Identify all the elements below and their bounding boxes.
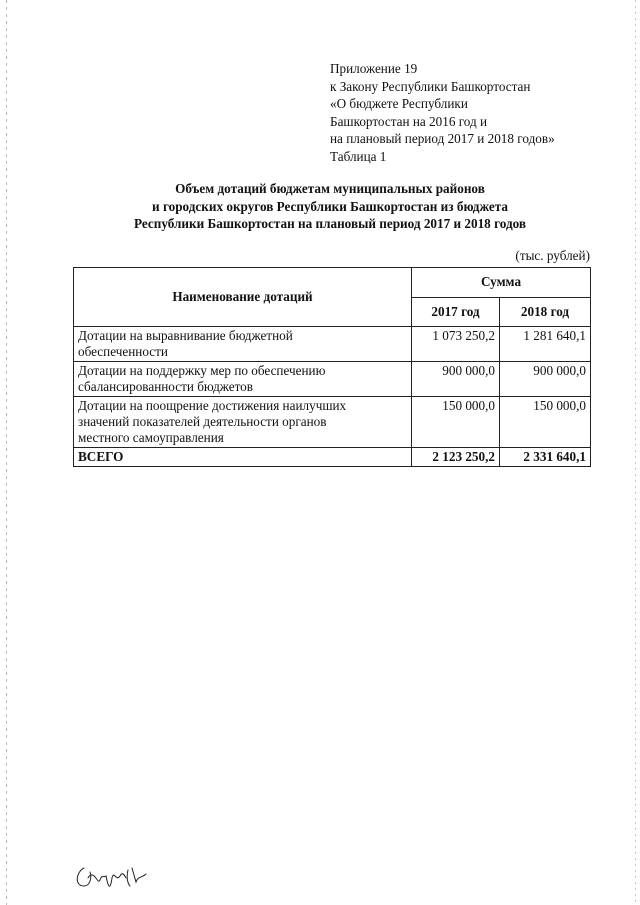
- appendix-line: на плановый период 2017 и 2018 годов»: [330, 131, 555, 147]
- row-name-line: значений показателей деятельности органов: [78, 414, 327, 429]
- row-name-line: сбалансированности бюджетов: [78, 379, 253, 394]
- row-name-line: Дотации на выравнивание бюджетной: [78, 328, 293, 343]
- header-name: Наименование дотаций: [74, 268, 412, 327]
- appendix-line: Таблица 1: [330, 148, 387, 164]
- value-2017: 150 000,0: [412, 397, 500, 448]
- row-name: [74, 397, 412, 448]
- appendix-line: Приложение 19: [330, 61, 418, 76]
- row-name-line: Дотации на поддержку мер по обеспечению: [78, 363, 326, 378]
- unit-label: (тыс. рублей): [515, 248, 590, 263]
- document-title: [70, 180, 590, 233]
- appendix-note: [330, 60, 555, 166]
- total-2018: 2 331 640,1: [500, 448, 591, 467]
- appendix-line: к Закону Республики Башкортостан: [330, 78, 531, 94]
- title-line: и городских округов Республики Башкортостан из бюджета: [152, 198, 508, 214]
- total-label: ВСЕГО: [74, 448, 412, 467]
- title-line: Республики Башкортостан на плановый период 2017 и 2018 годов: [133, 216, 527, 232]
- row-name-line: обеспеченности: [78, 344, 168, 359]
- row-name-line: Дотации на поощрение достижения наилучших: [78, 398, 347, 413]
- value-2018: 150 000,0: [500, 397, 591, 448]
- table-row: [74, 327, 591, 362]
- header-sum: Сумма: [412, 268, 591, 298]
- appendix-line: Башкортостан на 2016 год и: [330, 113, 488, 129]
- subsidies-table: [73, 267, 591, 467]
- header-2018: 2018 год: [500, 297, 591, 327]
- total-2017: 2 123 250,2: [412, 448, 500, 467]
- row-name-line: местного самоуправления: [78, 430, 224, 445]
- scan-edge-left: [6, 0, 7, 905]
- header-2017: 2017 год: [412, 297, 500, 327]
- appendix-line: «О бюджете Республики: [330, 96, 468, 112]
- table-header-row: [74, 268, 591, 298]
- value-2017: 1 073 250,2: [412, 327, 500, 362]
- row-name: [74, 362, 412, 397]
- value-2018: 1 281 640,1: [500, 327, 591, 362]
- table-row: [74, 397, 591, 448]
- title-line: Объем дотаций бюджетам муниципальных районов: [175, 181, 485, 196]
- row-name: [74, 327, 412, 362]
- value-2017: 900 000,0: [412, 362, 500, 397]
- value-2018: 900 000,0: [500, 362, 591, 397]
- total-row: [74, 448, 591, 467]
- table-row: [74, 362, 591, 397]
- scan-edge-right: [635, 0, 636, 905]
- handwritten-signature: [70, 856, 150, 896]
